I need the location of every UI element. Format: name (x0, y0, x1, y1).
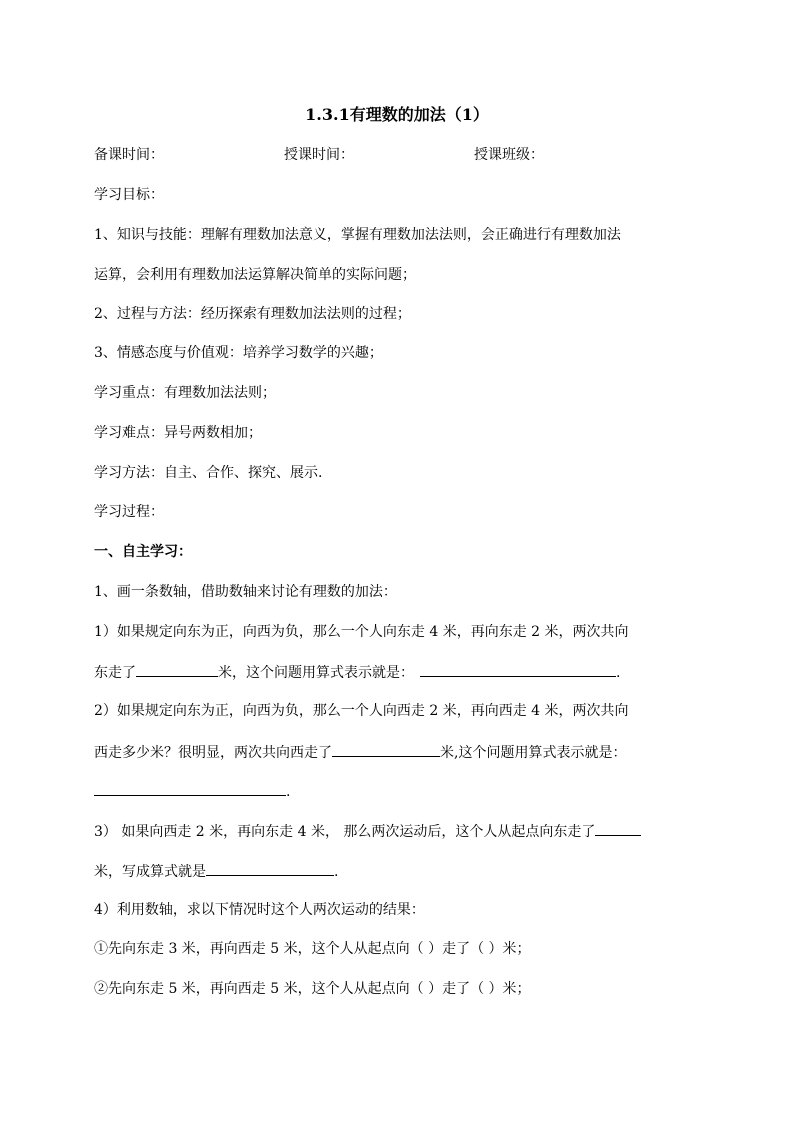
q1-3-text-b: 米，写成算式就是 (94, 864, 206, 880)
objective-2: 2、过程与方法：经历探索有理数加法法则的过程； (94, 306, 411, 322)
learning-process: 学习过程： (94, 504, 164, 520)
question-1-4-item-1: ①先向东走 3 米，再向西走 5 米，这个人从起点向（ ）走了（ ）米； (94, 941, 531, 957)
question-1-4: 4）利用数轴，求以下情况时这个人两次运动的结果： (94, 902, 425, 918)
learning-difficulty: 学习难点：异号两数相加； (94, 425, 262, 441)
prep-time-label: 备课时间： (94, 147, 164, 163)
q1-1-text-b: 米，这个问题用算式表示就是： (218, 665, 414, 681)
class-time-label: 授课时间： (284, 147, 354, 163)
question-1-1-line-2 (94, 661, 704, 683)
blank-answer[interactable] (420, 661, 616, 677)
q1-2-text-c: . (286, 784, 291, 800)
blank-answer[interactable] (206, 860, 334, 876)
blank-answer[interactable] (332, 741, 440, 757)
class-name-label: 授课班级： (474, 147, 544, 163)
question-1-3-line-2 (94, 860, 704, 882)
q1-1-text-a: 东走了 (94, 665, 136, 681)
question-1-2-line-3 (94, 780, 704, 802)
section-1-heading: 一、自主学习： (94, 544, 192, 560)
learning-focus: 学习重点：有理数加法法则； (94, 385, 276, 401)
header-row (94, 145, 704, 165)
q1-1-text-c: . (616, 665, 621, 681)
blank-answer[interactable] (94, 780, 286, 796)
objective-3: 3、情感态度与价值观：培养学习数学的兴趣； (94, 345, 383, 361)
question-1-2-line-2 (94, 741, 704, 763)
q1-3-text-a: 3） 如果向西走 2 米，再向东走 4 米， 那么两次运动后，这个人从起点向东走了 (94, 824, 596, 840)
objectives-heading: 学习目标： (94, 187, 164, 203)
question-1: 1、画一条数轴，借助数轴来讨论有理数的加法： (94, 584, 397, 600)
objective-1-line-2: 运算，会利用有理数加法运算解决简单的实际问题； (94, 267, 416, 283)
objective-1-line-1: 1、知识与技能：理解有理数加法意义，掌握有理数加法法则，会正确进行有理数加法 (94, 227, 621, 243)
blank-answer[interactable] (136, 661, 218, 677)
learning-method: 学习方法：自主、合作、探究、展示. (94, 465, 323, 481)
question-1-2-line-1: 2）如果规定向东为正，向西为负，那么一个人向西走 2 米，再向西走 4 米，两次共向 (94, 703, 629, 719)
question-1-4-item-2: ②先向东走 5 米，再向西走 5 米，这个人从起点向（ ）走了（ ）米； (94, 981, 531, 997)
question-1-3-line-1 (94, 820, 704, 842)
q1-2-text-a: 西走多少米？很明显，两次共向西走了 (94, 745, 332, 761)
question-1-1-line-1: 1）如果规定向东为正，向西为负，那么一个人向东走 4 米，再向东走 2 米，两次共向 (94, 624, 629, 640)
blank-answer[interactable] (595, 820, 641, 836)
q1-2-text-b: 米,这个问题用算式表示就是： (440, 745, 627, 761)
q1-3-text-c: . (334, 864, 339, 880)
page-title: 1.3.1有理数的加法（1） (305, 105, 489, 124)
